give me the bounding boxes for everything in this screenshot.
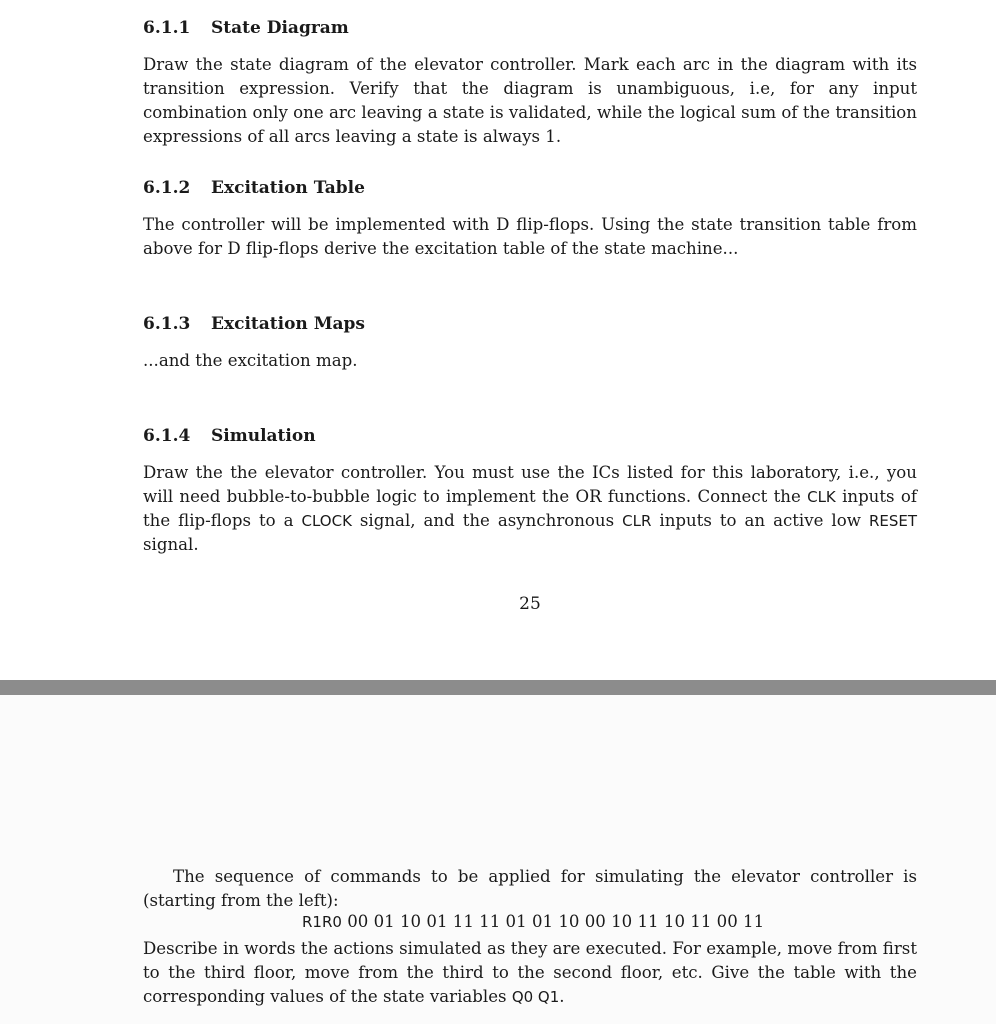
section-body-6-1-2: The controller will be implemented with D flip-flops. Using the state transition table from above for D flip-flops derive the excitation table of the state machine... [143, 215, 917, 258]
signal-clk: CLK [807, 488, 836, 506]
state-variables: Q0 Q1 [511, 988, 560, 1006]
sequence-label: R1R0 [302, 913, 342, 931]
sequence-values: 00 01 10 01 11 11 01 01 10 00 10 11 10 11 00 11 [347, 912, 765, 931]
signal-clr: CLR [622, 512, 652, 530]
simulation-description: Describe in words the actions simulated as they are executed. For example, move from first to the third floor, move from the third to the second floor, etc. Give the table with the corresponding values of the state variables Q0 Q1. [143, 939, 917, 1006]
command-sequence [302, 912, 764, 931]
section-heading-6-1-1: 6.1.1 State Diagram [143, 18, 349, 38]
page-separator [0, 680, 996, 695]
page-number: 25 [519, 594, 541, 614]
section-heading-6-1-2: 6.1.2 Excitation Table [143, 178, 365, 198]
signal-reset: RESET [868, 512, 917, 530]
section-body-6-1-4: Draw the the elevator controller. You must use the ICs listed for this laboratory, i.e., you will need bubble-to-bubble logic to implement the OR functions. Connect the CLK inputs of the flip-flops to a CLOCK signal, and the asynchronous CLR inputs to an active low RESET signal. [143, 463, 917, 554]
section-body-6-1-3: ...and the excitation map. [143, 351, 358, 370]
section-heading-6-1-4: 6.1.4 Simulation [143, 426, 316, 446]
simulation-intro: The sequence of commands to be applied for simulating the elevator controller is (starting from the left): [143, 867, 917, 910]
section-heading-6-1-3: 6.1.3 Excitation Maps [143, 314, 365, 334]
section-body-6-1-1: Draw the state diagram of the elevator controller. Mark each arc in the diagram with its transition expression. Verify that the diagram is unambiguous, i.e, for any input combination only one arc leaving a state is validated, while the logical sum of the transition expressions of all arcs leaving a state is always 1. [143, 55, 917, 146]
signal-clock: CLOCK [301, 512, 352, 530]
